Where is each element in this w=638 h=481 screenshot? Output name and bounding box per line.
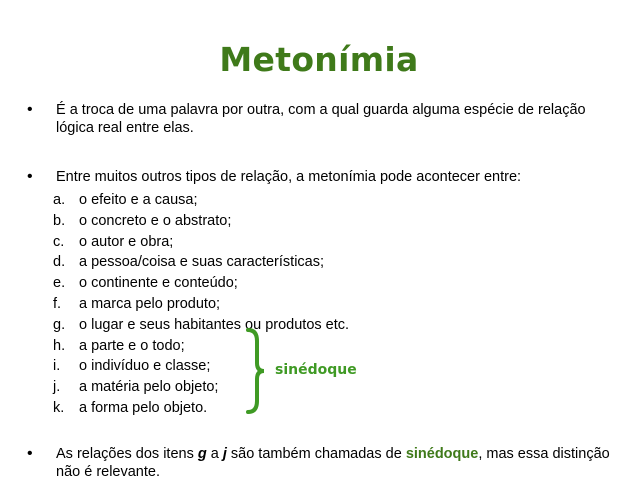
note-part: a xyxy=(206,446,223,462)
list-letter: j. xyxy=(53,379,61,396)
list-item xyxy=(53,315,349,336)
bullet-dot: • xyxy=(27,445,33,462)
list-letter: d. xyxy=(53,254,66,271)
list-item xyxy=(53,211,349,232)
list-item xyxy=(53,336,349,357)
list-text: o autor e obra; xyxy=(79,233,174,250)
list-letter: f. xyxy=(53,295,62,312)
bullet-text: É a troca de uma palavra por outra, com a qual guarda alguma espécie de relação lógica real entre elas. xyxy=(56,102,586,136)
list-letter: a. xyxy=(53,192,66,208)
list-letter: h. xyxy=(53,337,66,354)
note-part: são também chamadas de xyxy=(226,446,406,462)
list-letter: k. xyxy=(53,399,65,416)
list-text: o concreto e o abstrato; xyxy=(79,212,232,229)
item-g: g xyxy=(197,446,207,462)
list-text: a forma pelo objeto. xyxy=(79,399,208,416)
relation-list xyxy=(53,190,349,419)
list-item xyxy=(53,252,349,273)
list-letter: i. xyxy=(53,358,61,375)
note-part: , mas essa distinção não é relevante. xyxy=(56,446,610,480)
list-letter: b. xyxy=(53,212,66,229)
list-text: a matéria pelo objeto; xyxy=(79,379,219,396)
bullet-note xyxy=(27,445,617,481)
synecdoche-term: sinédoque xyxy=(405,446,479,462)
list-item xyxy=(53,294,349,315)
synecdoche-label: sinédoque xyxy=(275,362,357,378)
list-text: o continente e conteúdo; xyxy=(79,275,238,292)
bullet-text xyxy=(56,445,617,481)
list-item xyxy=(53,273,349,294)
bullet-dot: • xyxy=(27,168,33,185)
list-text: a marca pelo produto; xyxy=(79,295,221,312)
list-text: a parte e o todo; xyxy=(79,337,185,354)
list-text: o efeito e a causa; xyxy=(79,192,198,208)
list-text: o lugar e seus habitantes ou produtos etc. xyxy=(79,316,350,333)
list-text: a pessoa/coisa e suas características; xyxy=(79,254,325,271)
slide-title: Metonímia xyxy=(219,40,419,79)
list-text: o indivíduo e classe; xyxy=(79,358,211,375)
bullet-dot: • xyxy=(27,101,33,118)
bullet-text: Entre muitos outros tipos de relação, a metonímia pode acontecer entre: xyxy=(56,169,522,185)
curly-brace-icon xyxy=(245,327,269,415)
list-item xyxy=(53,232,349,253)
list-item xyxy=(53,190,349,211)
bullet-definition xyxy=(27,101,617,137)
note-part: As relações dos itens xyxy=(56,446,198,462)
list-letter: g. xyxy=(53,316,66,333)
list-letter: c. xyxy=(53,233,65,250)
list-item xyxy=(53,398,349,419)
list-letter: e. xyxy=(53,275,66,292)
bullet-intro xyxy=(27,168,617,186)
item-j: j xyxy=(222,446,227,462)
list-item xyxy=(53,377,349,398)
